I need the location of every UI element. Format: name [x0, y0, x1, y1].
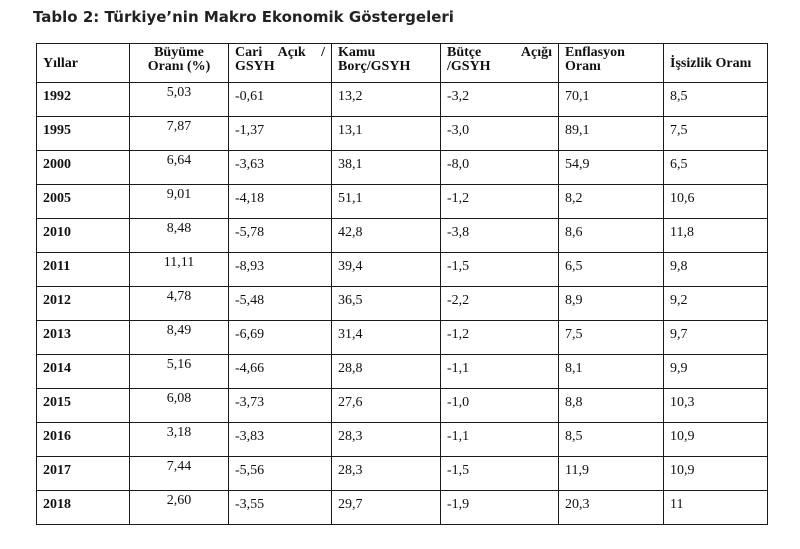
- header-unemployment: [664, 44, 768, 83]
- table-row: [37, 389, 768, 423]
- table-row: [37, 117, 768, 151]
- cell-growth: 2,60: [130, 491, 229, 525]
- cell-unemployment: 10,9: [664, 423, 768, 457]
- cell-year: 2015: [37, 389, 130, 423]
- cell-year: 2013: [37, 321, 130, 355]
- cell-current-account: -3,83: [229, 423, 332, 457]
- cell-public-debt: 39,4: [332, 253, 441, 287]
- cell-growth: 6,64: [130, 151, 229, 185]
- cell-public-debt: 28,8: [332, 355, 441, 389]
- cell-unemployment: 9,7: [664, 321, 768, 355]
- cell-current-account: -3,63: [229, 151, 332, 185]
- header-years: [37, 44, 130, 83]
- table-row: [37, 355, 768, 389]
- cell-current-account: -5,48: [229, 287, 332, 321]
- cell-growth: 5,03: [130, 83, 229, 117]
- cell-budget-deficit: -1,2: [441, 321, 559, 355]
- cell-current-account: -6,69: [229, 321, 332, 355]
- cell-budget-deficit: -1,0: [441, 389, 559, 423]
- cell-public-debt: 27,6: [332, 389, 441, 423]
- table-row: [37, 151, 768, 185]
- cell-growth: 3,18: [130, 423, 229, 457]
- cell-year: 2014: [37, 355, 130, 389]
- header-growth-line2: Oranı (%): [147, 59, 211, 74]
- cell-unemployment: 10,3: [664, 389, 768, 423]
- cell-inflation: 20,3: [559, 491, 664, 525]
- table-body: [37, 83, 768, 525]
- cell-public-debt: 38,1: [332, 151, 441, 185]
- header-budget-deficit-line1: [447, 46, 552, 60]
- cell-growth: 11,11: [130, 253, 229, 287]
- cell-inflation: 89,1: [559, 117, 664, 151]
- header-inflation-line2: Oranı: [565, 59, 601, 74]
- cell-inflation: 8,6: [559, 219, 664, 253]
- cell-growth: 4,78: [130, 287, 229, 321]
- cell-current-account: -4,66: [229, 355, 332, 389]
- header-budget-deficit: [441, 44, 559, 83]
- table-row: [37, 83, 768, 117]
- header-budget-deficit-word1: Bütçe: [447, 45, 482, 60]
- cell-public-debt: 13,1: [332, 117, 441, 151]
- cell-inflation: 8,8: [559, 389, 664, 423]
- cell-budget-deficit: -3,0: [441, 117, 559, 151]
- cell-inflation: 70,1: [559, 83, 664, 117]
- header-public-debt-line2: Borç/GSYH: [338, 59, 411, 74]
- cell-growth: 7,44: [130, 457, 229, 491]
- cell-current-account: -5,78: [229, 219, 332, 253]
- cell-budget-deficit: -1,5: [441, 457, 559, 491]
- cell-growth: 8,49: [130, 321, 229, 355]
- header-inflation-line1: Enflasyon: [565, 45, 625, 60]
- table-row: [37, 321, 768, 355]
- cell-growth: 5,16: [130, 355, 229, 389]
- macro-indicators-table: [36, 43, 768, 525]
- header-unemployment-label: İşsizlik Oranı: [670, 56, 752, 71]
- cell-unemployment: 10,9: [664, 457, 768, 491]
- cell-inflation: 54,9: [559, 151, 664, 185]
- cell-public-debt: 31,4: [332, 321, 441, 355]
- cell-budget-deficit: -1,1: [441, 355, 559, 389]
- header-inflation: [559, 44, 664, 83]
- cell-budget-deficit: -3,8: [441, 219, 559, 253]
- header-current-account: [229, 44, 332, 83]
- cell-public-debt: 13,2: [332, 83, 441, 117]
- table-row: [37, 423, 768, 457]
- table-row: [37, 219, 768, 253]
- cell-year: 2010: [37, 219, 130, 253]
- table-row: [37, 491, 768, 525]
- cell-inflation: 8,1: [559, 355, 664, 389]
- cell-unemployment: 11: [664, 491, 768, 525]
- cell-unemployment: 8,5: [664, 83, 768, 117]
- cell-public-debt: 28,3: [332, 457, 441, 491]
- cell-year: 2000: [37, 151, 130, 185]
- cell-inflation: 11,9: [559, 457, 664, 491]
- cell-inflation: 7,5: [559, 321, 664, 355]
- cell-inflation: 8,5: [559, 423, 664, 457]
- cell-unemployment: 6,5: [664, 151, 768, 185]
- cell-budget-deficit: -8,0: [441, 151, 559, 185]
- cell-unemployment: 9,9: [664, 355, 768, 389]
- header-current-account-line1: [235, 46, 325, 60]
- cell-budget-deficit: -2,2: [441, 287, 559, 321]
- header-current-account-slash: /: [321, 45, 325, 60]
- cell-public-debt: 28,3: [332, 423, 441, 457]
- cell-public-debt: 36,5: [332, 287, 441, 321]
- cell-inflation: 8,9: [559, 287, 664, 321]
- cell-budget-deficit: -1,5: [441, 253, 559, 287]
- cell-public-debt: 42,8: [332, 219, 441, 253]
- cell-budget-deficit: -1,9: [441, 491, 559, 525]
- cell-current-account: -0,61: [229, 83, 332, 117]
- table-caption: Tablo 2: Türkiye’nin Makro Ekonomik Göstergeleri: [33, 8, 454, 26]
- cell-current-account: -8,93: [229, 253, 332, 287]
- header-current-account-word2: Açık: [277, 45, 306, 60]
- header-row: [37, 44, 768, 83]
- header-current-account-word1: Cari: [235, 45, 263, 60]
- cell-year: 2005: [37, 185, 130, 219]
- header-years-label: Yıllar: [43, 56, 78, 71]
- header-budget-deficit-word2: Açığı: [520, 45, 552, 60]
- cell-inflation: 8,2: [559, 185, 664, 219]
- cell-current-account: -3,73: [229, 389, 332, 423]
- table-row: [37, 185, 768, 219]
- header-growth: [130, 44, 229, 83]
- cell-year: 1995: [37, 117, 130, 151]
- header-budget-deficit-line2: /GSYH: [447, 59, 491, 74]
- table-row: [37, 253, 768, 287]
- header-current-account-line2: GSYH: [235, 59, 275, 74]
- cell-unemployment: 9,2: [664, 287, 768, 321]
- cell-budget-deficit: -1,1: [441, 423, 559, 457]
- header-growth-line1: Büyüme: [154, 45, 204, 60]
- cell-public-debt: 51,1: [332, 185, 441, 219]
- cell-year: 2011: [37, 253, 130, 287]
- cell-year: 2018: [37, 491, 130, 525]
- cell-budget-deficit: -3,2: [441, 83, 559, 117]
- cell-inflation: 6,5: [559, 253, 664, 287]
- header-public-debt-line1: Kamu: [338, 45, 376, 60]
- cell-unemployment: 7,5: [664, 117, 768, 151]
- cell-growth: 6,08: [130, 389, 229, 423]
- cell-year: 1992: [37, 83, 130, 117]
- cell-growth: 8,48: [130, 219, 229, 253]
- cell-growth: 9,01: [130, 185, 229, 219]
- cell-year: 2012: [37, 287, 130, 321]
- cell-year: 2016: [37, 423, 130, 457]
- cell-unemployment: 9,8: [664, 253, 768, 287]
- cell-current-account: -1,37: [229, 117, 332, 151]
- cell-budget-deficit: -1,2: [441, 185, 559, 219]
- table-row: [37, 457, 768, 491]
- cell-unemployment: 10,6: [664, 185, 768, 219]
- cell-year: 2017: [37, 457, 130, 491]
- header-public-debt: [332, 44, 441, 83]
- table-row: [37, 287, 768, 321]
- cell-current-account: -3,55: [229, 491, 332, 525]
- cell-unemployment: 11,8: [664, 219, 768, 253]
- cell-growth: 7,87: [130, 117, 229, 151]
- cell-current-account: -4,18: [229, 185, 332, 219]
- cell-public-debt: 29,7: [332, 491, 441, 525]
- cell-current-account: -5,56: [229, 457, 332, 491]
